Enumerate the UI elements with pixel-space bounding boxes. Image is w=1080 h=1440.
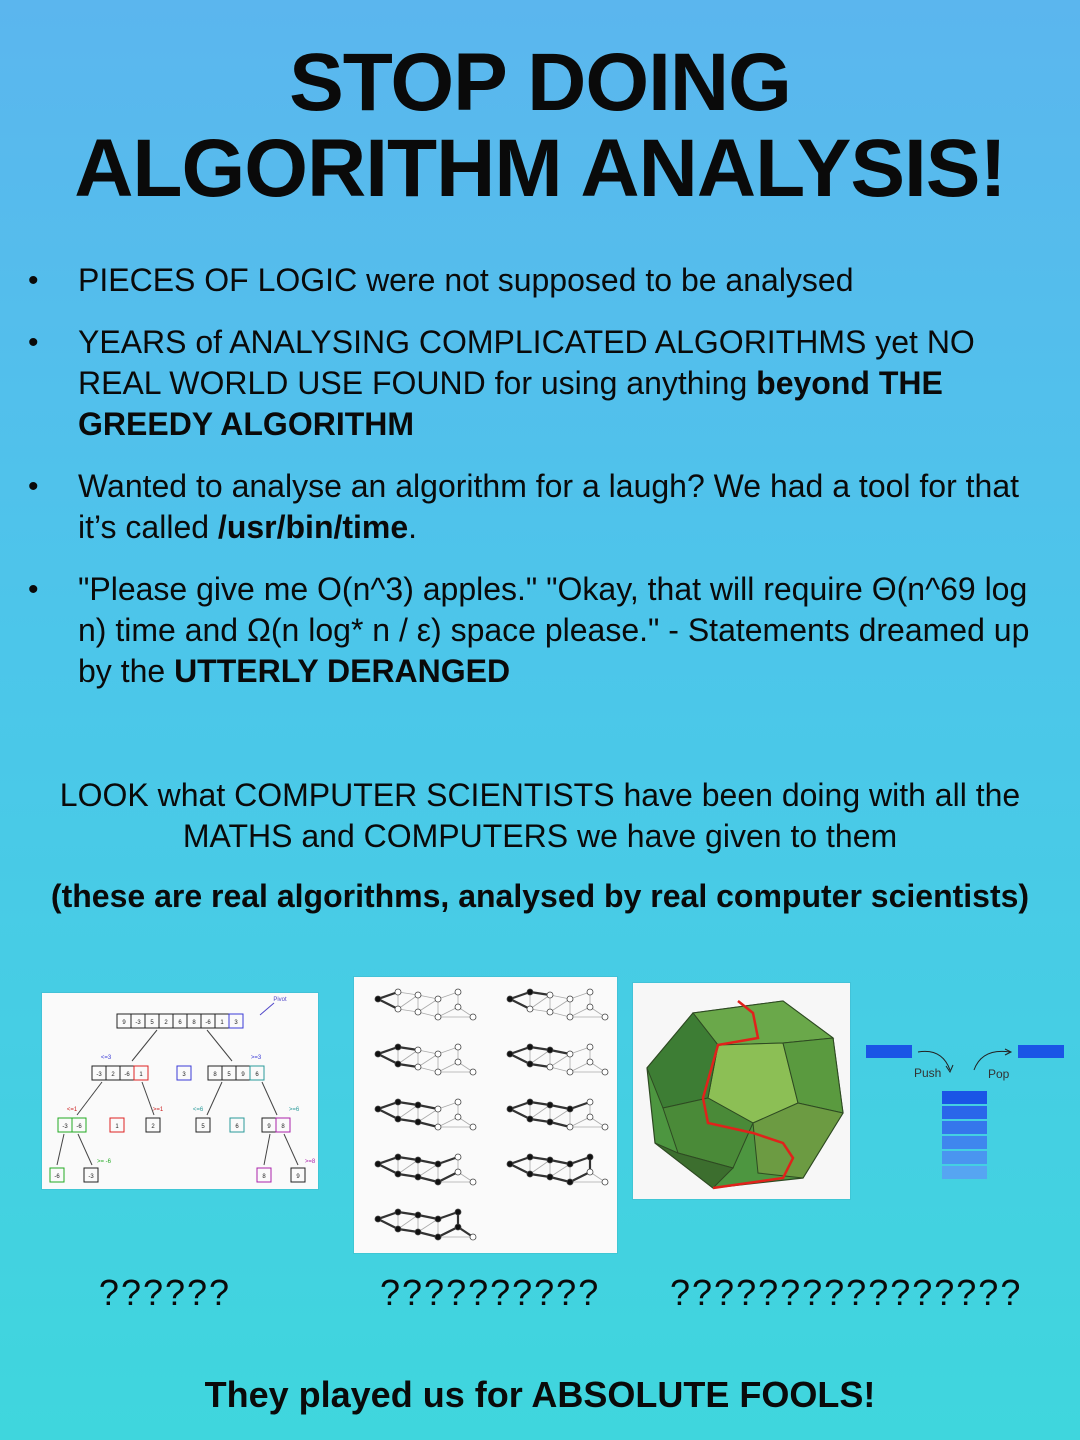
- look-statement: LOOK what COMPUTER SCIENTISTS have been doing with all the MATHS and COMPUTERS we have given to them: [59, 777, 1021, 854]
- array-cell-value: -6: [205, 1020, 211, 1026]
- graph-node: [547, 992, 553, 998]
- graph-edge: [530, 1105, 550, 1119]
- graph-node: [587, 1114, 593, 1120]
- graph-node: [455, 1004, 461, 1010]
- bullet-dot: •: [28, 470, 39, 503]
- graph-node: [547, 1009, 553, 1015]
- quicksort-svg: [42, 993, 318, 1189]
- graph-node: [470, 1234, 476, 1240]
- graph-node: [415, 1064, 421, 1070]
- graph-node: [567, 1014, 573, 1020]
- cell: 6: [235, 1124, 239, 1130]
- label-ge8: >=8: [304, 1159, 316, 1165]
- graph-node: [435, 1179, 441, 1185]
- graph-node: [415, 1229, 421, 1235]
- cell: -6: [76, 1124, 82, 1130]
- title-line-1: STOP DOING: [289, 37, 791, 128]
- graph-node: [567, 1106, 573, 1112]
- stack-svg: [862, 1040, 1070, 1190]
- bullet-bold-text: /usr/bin/time: [217, 509, 409, 545]
- graph-node: [455, 989, 461, 995]
- bullet-text: Wanted to analyse an algorithm for a laugh? We had a tool for that it’s called: [78, 468, 1020, 545]
- graph-node: [587, 1099, 593, 1105]
- cell: 9: [296, 1174, 300, 1180]
- graph-panel: [375, 1099, 476, 1130]
- push-block: [866, 1045, 912, 1058]
- array-cell-value: 9: [122, 1020, 126, 1026]
- bullet-dot: •: [28, 573, 39, 606]
- pop-label: Pop: [988, 1067, 1010, 1081]
- graph-node: [547, 1157, 553, 1163]
- graph-node: [395, 1099, 401, 1105]
- graph-node: [435, 996, 441, 1002]
- bullet-item: [0, 260, 1080, 301]
- graph-node: [547, 1174, 553, 1180]
- bullet-text: "Please give me O(n^3) apples." "Okay, that will require Θ(n^69 log n) time and Ω(n log* n / ε) space please." - Statements dreamed up by the: [78, 571, 1030, 689]
- graph-node: [435, 1014, 441, 1020]
- array-cell-value: 5: [227, 1072, 231, 1078]
- cell: -6: [54, 1174, 60, 1180]
- graph-node: [455, 1224, 461, 1230]
- cell: -3: [62, 1124, 68, 1130]
- graph-node: [435, 1216, 441, 1222]
- graph-edge: [398, 1160, 418, 1174]
- graph-node: [375, 1106, 381, 1112]
- graph-edge: [550, 999, 570, 1012]
- cell: 9: [267, 1124, 271, 1130]
- label-le1: <=1: [66, 1107, 78, 1113]
- array-cell-value: 1: [220, 1020, 224, 1026]
- question-marks-3: ????????????????: [670, 1272, 1023, 1313]
- graph-node: [375, 996, 381, 1002]
- question-marks-2: ??????????: [380, 1272, 601, 1313]
- graph-edge: [418, 1109, 438, 1122]
- graph-node: [527, 1171, 533, 1177]
- closing-statement: They played us for ABSOLUTE FOOLS!: [204, 1374, 876, 1415]
- graph-node: [375, 1051, 381, 1057]
- graph-edge: [530, 1050, 550, 1064]
- graph-edge: [418, 999, 438, 1012]
- bullet-item: [0, 466, 1080, 548]
- graph-node: [587, 1059, 593, 1065]
- graph-node: [587, 1004, 593, 1010]
- title-line-2: ALGORITHM ANALYSIS!: [74, 123, 1006, 214]
- push-label: Push: [914, 1066, 942, 1080]
- graph-node: [470, 1069, 476, 1075]
- polyhedron-svg: [633, 983, 850, 1199]
- array-cell-value: -3: [96, 1072, 102, 1078]
- graph-node: [587, 1169, 593, 1175]
- bullet-tail: .: [408, 509, 418, 545]
- cell: -3: [88, 1174, 94, 1180]
- graph-node: [527, 1154, 533, 1160]
- graph-node: [567, 1124, 573, 1130]
- graph-node: [455, 1209, 461, 1215]
- graph-node: [395, 1171, 401, 1177]
- quicksort-diagram: [42, 993, 318, 1189]
- graph-node: [415, 1174, 421, 1180]
- bullet-text: YEARS of ANALYSING COMPLICATED ALGORITHMS yet NO REAL WORLD USE FOUND for using anything: [78, 324, 975, 401]
- graph-node: [435, 1161, 441, 1167]
- bullet-dot: •: [28, 264, 39, 297]
- bullet-list: [0, 260, 1080, 713]
- graph-node: [435, 1234, 441, 1240]
- graph-node: [435, 1069, 441, 1075]
- graph-node: [507, 1161, 513, 1167]
- stack-diagram: [862, 1040, 1070, 1190]
- bullet-item: [0, 322, 1080, 445]
- graph-node: [567, 1051, 573, 1057]
- bullet-bold-text: UTTERLY DERANGED: [174, 653, 511, 689]
- graph-edge: [398, 995, 418, 1009]
- array-cell-value: 6: [255, 1072, 259, 1078]
- label-ge1: >=1: [152, 1107, 164, 1113]
- bullet-text: PIECES OF LOGIC were not supposed to be analysed: [78, 262, 854, 298]
- graph-node: [547, 1102, 553, 1108]
- graph-node: [507, 996, 513, 1002]
- array-cell-value: 2: [164, 1020, 168, 1026]
- array-cell-value: 9: [241, 1072, 245, 1078]
- graph-edge: [398, 1105, 418, 1119]
- graph-node: [567, 1179, 573, 1185]
- graph-edge: [418, 1054, 438, 1067]
- graph-node: [375, 1216, 381, 1222]
- label-ge-m6: >= -6: [96, 1159, 112, 1165]
- array-cell-value: 8: [213, 1072, 217, 1078]
- graph-node: [527, 1099, 533, 1105]
- cell: 2: [151, 1124, 155, 1130]
- graph-node: [567, 1161, 573, 1167]
- graph-node: [395, 1006, 401, 1012]
- label-ge3: >=3: [250, 1055, 262, 1061]
- graph-node: [547, 1119, 553, 1125]
- question-marks-1: ??????: [98, 1272, 232, 1313]
- graph-panel: [375, 1044, 476, 1075]
- cell: 8: [281, 1124, 285, 1130]
- graph-node: [527, 1044, 533, 1050]
- graph-edge: [550, 1109, 570, 1122]
- polyhedron-image: [633, 983, 850, 1199]
- graph-node: [587, 989, 593, 995]
- graph-node: [527, 1116, 533, 1122]
- graph-node: [395, 1154, 401, 1160]
- array-cell-value: 8: [192, 1020, 196, 1026]
- graph-node: [507, 1051, 513, 1057]
- graph-node: [507, 1106, 513, 1112]
- label-le3: <=3: [100, 1055, 112, 1061]
- graph-node: [395, 1044, 401, 1050]
- bullet-bold-text: beyond THE GREEDY ALGORITHM: [78, 365, 943, 442]
- array-cell-value: 1: [139, 1072, 143, 1078]
- graph-node: [395, 1061, 401, 1067]
- graph-edge: [398, 1215, 418, 1229]
- graph-node: [455, 1169, 461, 1175]
- bullet-item: [0, 569, 1080, 692]
- graph-node: [435, 1106, 441, 1112]
- graph-node: [587, 1154, 593, 1160]
- graph-panel: [507, 1099, 608, 1130]
- graph-node: [415, 992, 421, 998]
- graph-node: [547, 1064, 553, 1070]
- graph-node: [455, 1154, 461, 1160]
- graph-panels-svg: [354, 977, 617, 1253]
- mid1: 3: [182, 1072, 186, 1078]
- graph-node: [455, 1044, 461, 1050]
- graph-node: [395, 1209, 401, 1215]
- graph-node: [587, 1044, 593, 1050]
- graph-node: [415, 1212, 421, 1218]
- graph-node: [375, 1161, 381, 1167]
- cell: 1: [115, 1124, 119, 1130]
- graph-node: [415, 1047, 421, 1053]
- array-cell-value: 5: [150, 1020, 154, 1026]
- graph-edge: [418, 1219, 438, 1232]
- graph-edge: [398, 1050, 418, 1064]
- pop-block: [1018, 1045, 1064, 1058]
- graph-node: [527, 1061, 533, 1067]
- graph-node: [395, 1116, 401, 1122]
- graph-node: [567, 996, 573, 1002]
- graph-panel: [375, 1209, 476, 1240]
- graph-panel: [375, 1154, 476, 1185]
- graph-node: [602, 1069, 608, 1075]
- array-cell-value: 2: [111, 1072, 115, 1078]
- graph-node: [455, 1059, 461, 1065]
- graph-node: [455, 1114, 461, 1120]
- graph-node: [602, 1179, 608, 1185]
- graph-edge: [550, 1164, 570, 1177]
- graph-edge: [550, 1054, 570, 1067]
- graph-edge: [418, 1164, 438, 1177]
- graph-node: [547, 1047, 553, 1053]
- graph-node: [415, 1119, 421, 1125]
- graph-node: [527, 989, 533, 995]
- graph-node: [435, 1124, 441, 1130]
- graph-node: [602, 1124, 608, 1130]
- label-le6: <=6: [192, 1107, 204, 1113]
- graph-node: [415, 1102, 421, 1108]
- graph-node: [395, 1226, 401, 1232]
- pivot-label: Pivot: [273, 997, 287, 1003]
- graph-edge: [530, 1160, 550, 1174]
- graph-node: [527, 1006, 533, 1012]
- graph-node: [602, 1014, 608, 1020]
- graph-edge: [530, 995, 550, 1009]
- graph-node: [415, 1157, 421, 1163]
- graph-node: [470, 1124, 476, 1130]
- real-algorithms-caption: (these are real algorithms, analysed by real computer scientists): [50, 878, 1030, 914]
- label-ge6: >=6: [288, 1107, 300, 1113]
- array-cell-value: -3: [135, 1020, 141, 1026]
- graph-node: [455, 1099, 461, 1105]
- graph-node: [435, 1051, 441, 1057]
- graph-node: [395, 989, 401, 995]
- cell: 5: [201, 1124, 205, 1130]
- graph-panel: [375, 989, 476, 1020]
- graph-node: [567, 1069, 573, 1075]
- graph-node: [470, 1179, 476, 1185]
- graph-node: [470, 1014, 476, 1020]
- poster-title: [0, 37, 1080, 214]
- graph-panel: [507, 989, 608, 1020]
- array-cell-value: 6: [178, 1020, 182, 1026]
- bullet-dot: •: [28, 326, 39, 359]
- cell: 8: [262, 1174, 266, 1180]
- graph-panel: [507, 1154, 608, 1185]
- array-cell-value: -6: [124, 1072, 130, 1078]
- graph-panel: [507, 1044, 608, 1075]
- graph-node: [415, 1009, 421, 1015]
- graph-algorithm-figure: [354, 977, 617, 1253]
- array-cell-value: 3: [234, 1020, 238, 1026]
